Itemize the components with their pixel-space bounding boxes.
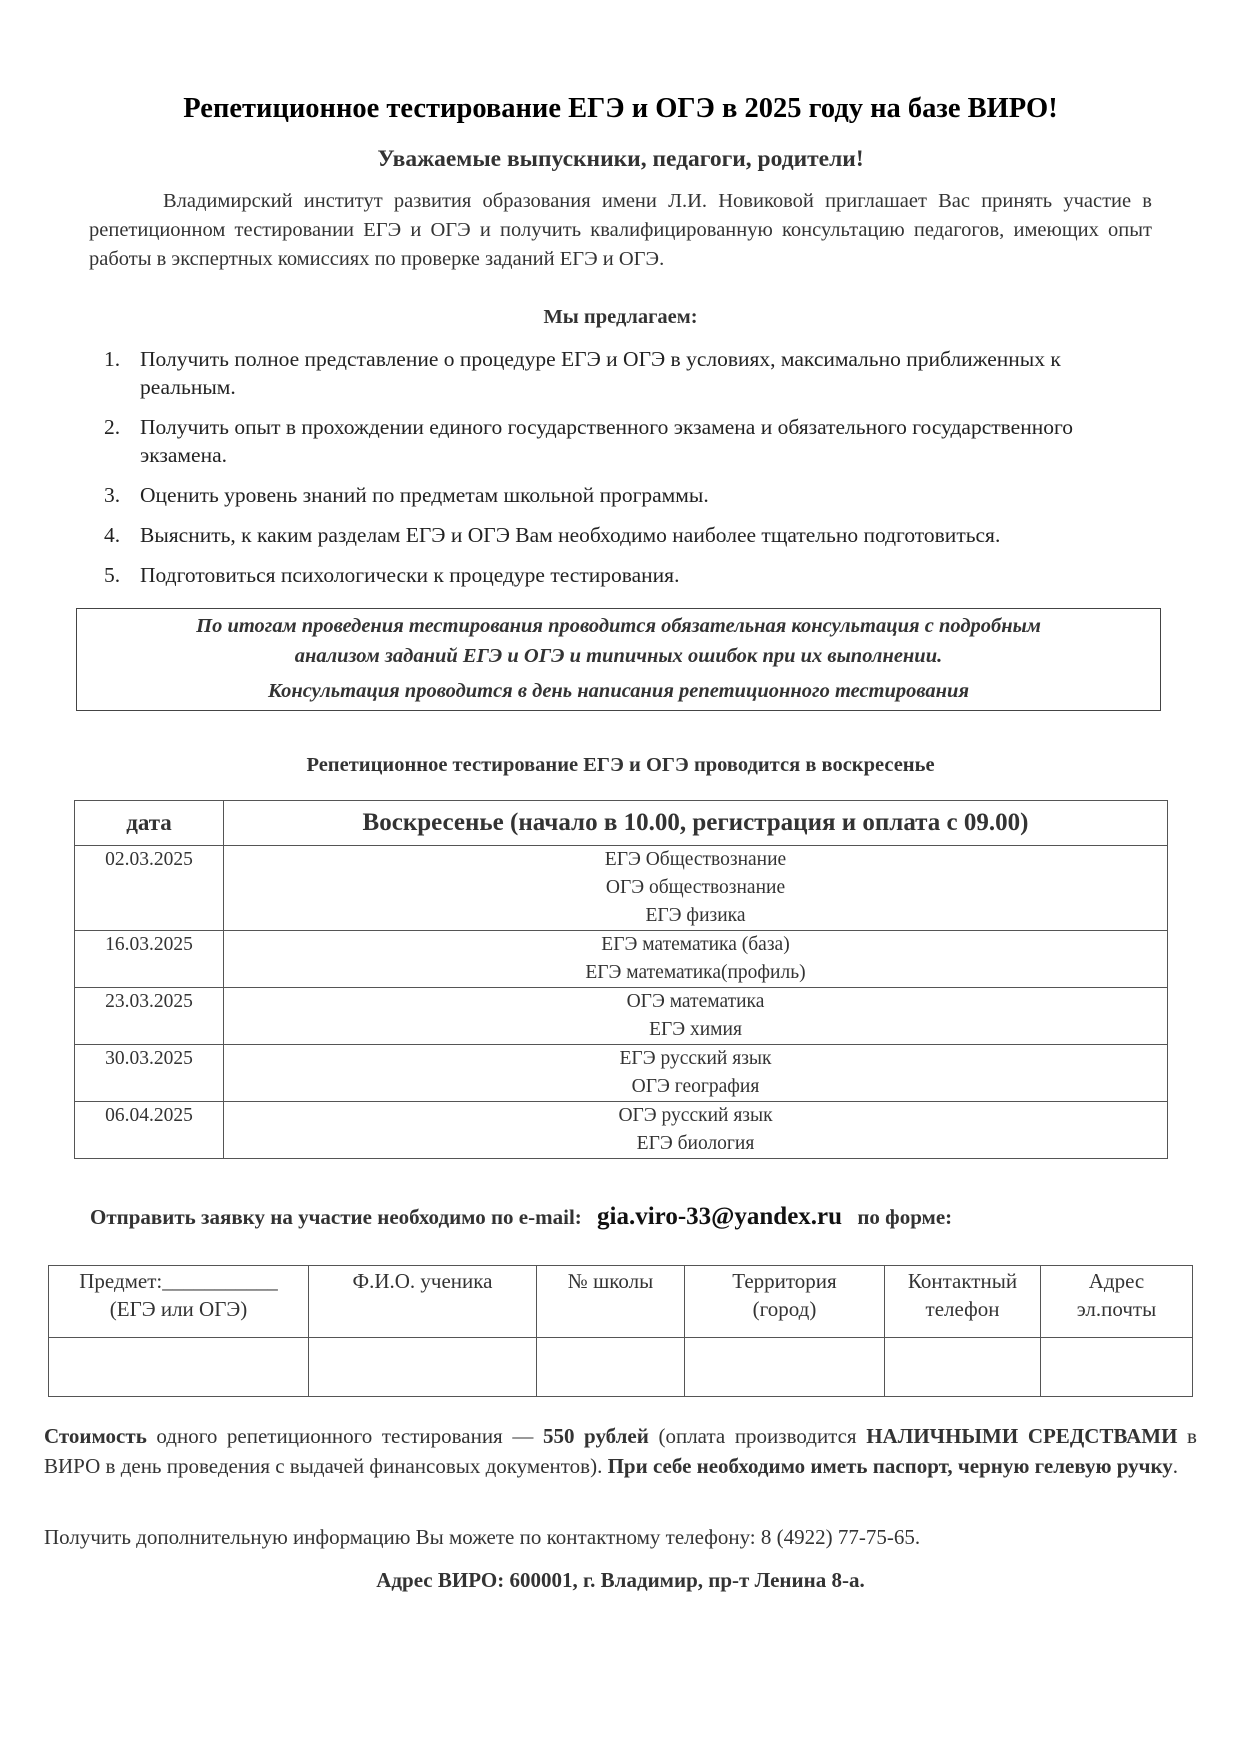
- table-row: [75, 846, 1168, 931]
- blank-cell-student-name: [309, 1338, 537, 1397]
- header-line: Адрес: [1088, 1269, 1145, 1293]
- payment-method: НАЛИЧНЫМИ СРЕДСТВАМИ: [866, 1424, 1178, 1448]
- offer-item: [100, 561, 1200, 589]
- column-header-date: дата: [75, 801, 224, 846]
- form-header-row: [49, 1266, 1193, 1338]
- offer-item-number: 2.: [104, 415, 121, 439]
- intro-paragraph: Владимирский институт развития образования имени Л.И. Новиковой приглашает Вас принять участие в репетиционном тестировании ЕГЭ и ОГЭ и получить квалифицированную консультацию педагогов, имеющих опыт работы в экспертных комиссиях по проверке заданий ЕГЭ и ОГЭ.: [89, 190, 1152, 270]
- offer-item-text: Выяснить, к каким разделам ЕГЭ и ОГЭ Вам необходимо наиболее тщательно подготовиться.: [140, 523, 1001, 547]
- offer-item-text: Оценить уровень знаний по предметам школьной программы.: [140, 483, 709, 507]
- header-line: Контактный: [907, 1269, 1018, 1293]
- header-line: Ф.И.О. ученика: [352, 1269, 493, 1293]
- offer-item: [100, 345, 1080, 401]
- note-line: анализом заданий ЕГЭ и ОГЭ и типичных ошибок при их выполнении.: [294, 645, 943, 667]
- cost-text: (оплата производится: [648, 1424, 867, 1448]
- offer-item: [100, 521, 1200, 549]
- subject: ЕГЭ биология: [636, 1133, 755, 1154]
- cost-label: Стоимость: [44, 1424, 147, 1448]
- blank-cell-phone: [885, 1338, 1041, 1397]
- subject: ОГЭ математика: [626, 991, 765, 1012]
- offer-item-text: Подготовиться психологически к процедуре тестирования.: [140, 563, 680, 587]
- column-header-email: [1041, 1266, 1193, 1338]
- subject: ОГЭ обществознание: [605, 877, 786, 898]
- form-blank-row: [49, 1338, 1193, 1397]
- application-suffix: по форме:: [857, 1205, 953, 1229]
- column-header-sunday: Воскресенье (начало в 10.00, регистрация и оплата с 09.00): [224, 801, 1168, 846]
- address: Адрес ВИРО: 600001, г. Владимир, пр-т Ленина 8-а.: [376, 1568, 865, 1592]
- cost-text: .: [1172, 1454, 1179, 1478]
- blank-cell-email: [1041, 1338, 1193, 1397]
- schedule-heading: Репетиционное тестирование ЕГЭ и ОГЭ проводится в воскресенье: [306, 754, 935, 776]
- subjects-cell: [224, 988, 1168, 1045]
- subjects-cell: [224, 1045, 1168, 1102]
- offer-item-number: 4.: [104, 523, 121, 547]
- table-row: [75, 988, 1168, 1045]
- note-line: По итогам проведения тестирования проводится обязательная консультация с подробным: [196, 615, 1041, 637]
- header-line: (город): [752, 1297, 817, 1321]
- cost-paragraph: [44, 1421, 1197, 1481]
- column-header-student-name: [309, 1266, 537, 1338]
- subject: ЕГЭ физика: [645, 905, 746, 926]
- price: 550 рублей: [542, 1424, 649, 1448]
- offer-list: [100, 345, 1200, 601]
- date-cell: 06.04.2025: [75, 1102, 224, 1159]
- offer-item: [100, 413, 1100, 469]
- subject: ЕГЭ математика(профиль): [585, 962, 806, 983]
- contact-info: Получить дополнительную информацию Вы можете по контактному телефону: 8 (4922) 77-75-65.: [44, 1525, 921, 1549]
- table-header-row: [75, 801, 1168, 846]
- subject: ЕГЭ химия: [649, 1019, 742, 1040]
- requirements: При себе необходимо иметь паспорт, черную гелевую ручку: [607, 1454, 1173, 1478]
- note-line: Консультация проводится в день написания репетиционного тестирования: [267, 680, 970, 702]
- subjects-cell: [224, 931, 1168, 988]
- header-line: Предмет:___________: [79, 1269, 278, 1293]
- subjects-cell: [224, 1102, 1168, 1159]
- cost-text: одного репетиционного тестирования —: [146, 1424, 543, 1448]
- application-instructions: [90, 1203, 952, 1231]
- offer-item-number: 1.: [104, 347, 121, 371]
- greeting: Уважаемые выпускники, педагоги, родители!: [377, 146, 864, 172]
- consultation-note-box: [76, 608, 1161, 711]
- page-title: Репетиционное тестирование ЕГЭ и ОГЭ в 2025 году на базе ВИРО!: [183, 93, 1058, 124]
- application-prefix: Отправить заявку на участие необходимо по e-mail:: [90, 1205, 582, 1229]
- table-row: [75, 1045, 1168, 1102]
- subject: ОГЭ русский язык: [618, 1105, 773, 1126]
- offer-item: [100, 481, 1200, 509]
- table-row: [75, 931, 1168, 988]
- subject: ЕГЭ математика (база): [601, 934, 790, 955]
- header-line: телефон: [925, 1297, 1000, 1321]
- application-form-table: [48, 1265, 1193, 1397]
- header-line: Территория: [732, 1269, 837, 1293]
- blank-cell-school-number: [537, 1338, 685, 1397]
- schedule-table: [74, 800, 1168, 1159]
- date-cell: 30.03.2025: [75, 1045, 224, 1102]
- column-header-phone: [885, 1266, 1041, 1338]
- blank-cell-subject: [49, 1338, 309, 1397]
- header-line: (ЕГЭ или ОГЭ): [109, 1297, 248, 1321]
- column-header-territory: [685, 1266, 885, 1338]
- offer-item-number: 5.: [104, 563, 121, 587]
- subject: ЕГЭ Обществознание: [604, 849, 787, 870]
- offer-item-number: 3.: [104, 483, 121, 507]
- table-row: [75, 1102, 1168, 1159]
- date-cell: 16.03.2025: [75, 931, 224, 988]
- subjects-cell: [224, 846, 1168, 931]
- header-line: № школы: [567, 1269, 654, 1293]
- offer-heading: Мы предлагаем:: [543, 306, 698, 328]
- subject: ЕГЭ русский язык: [619, 1048, 772, 1069]
- subject: ОГЭ география: [631, 1076, 760, 1097]
- cost-text: в ВИРО в день проведения с выдачей финансовых документов).: [44, 1424, 1197, 1478]
- column-header-school-number: [537, 1266, 685, 1338]
- column-header-subject: [49, 1266, 309, 1338]
- offer-item-text: Получить полное представление о процедуре ЕГЭ и ОГЭ в условиях, максимально приближенных к реальным.: [140, 347, 1061, 399]
- date-cell: 02.03.2025: [75, 846, 224, 931]
- blank-cell-territory: [685, 1338, 885, 1397]
- header-line: эл.почты: [1076, 1297, 1157, 1321]
- offer-item-text: Получить опыт в прохождении единого государственного экзамена и обязательного государственного экзамена.: [140, 415, 1074, 467]
- email-link[interactable]: gia.viro-33@yandex.ru: [597, 1203, 843, 1230]
- date-cell: 23.03.2025: [75, 988, 224, 1045]
